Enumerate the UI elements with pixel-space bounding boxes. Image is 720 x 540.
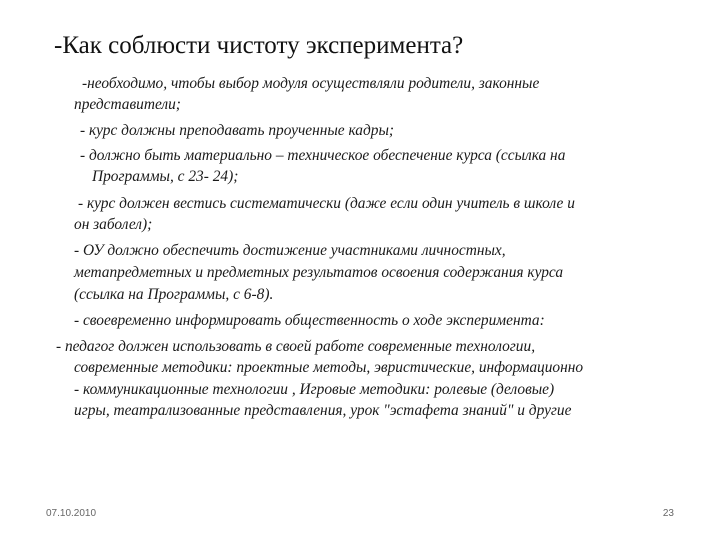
body-line: - ОУ должно обеспечить достижение участниками личностных, [74,242,506,259]
body-line: Программы, с 23- 24); [92,168,239,185]
body-line: - коммуникационные технологии , Игровые методики: ролевые (деловые) [74,381,555,398]
body-line: современные методики: проектные методы, эвристические, информационно [74,359,584,376]
slide-title: -Как соблюсти чистоту эксперимента? [54,32,464,59]
body-line: игры, театрализованные представления, урок "эстафета знаний" и другие [74,402,572,419]
body-line: - своевременно информировать общественность о ходе эксперимента: [74,312,545,329]
body-line: - педагог должен использовать в своей работе современные технологии, [56,338,536,355]
body-line: он заболел); [74,216,153,233]
body-line: представители; [74,96,181,113]
body-line: -необходимо, чтобы выбор модуля осуществляли родители, законные [82,75,540,92]
footer-date: 07.10.2010 [46,508,97,519]
footer-page-number: 23 [662,508,674,519]
body-line: - должно быть материально – техническое обеспечение курса (ссылка на [80,147,566,164]
body-line: - курс должен вестись систематически (даже если один учитель в школе и [78,195,575,212]
body-line: (ссылка на Программы, с 6-8). [74,286,274,303]
body-line: - курс должны преподавать проученные кадры; [80,122,395,139]
body-line: метапредметных и предметных результатов освоения содержания курса [74,264,564,281]
